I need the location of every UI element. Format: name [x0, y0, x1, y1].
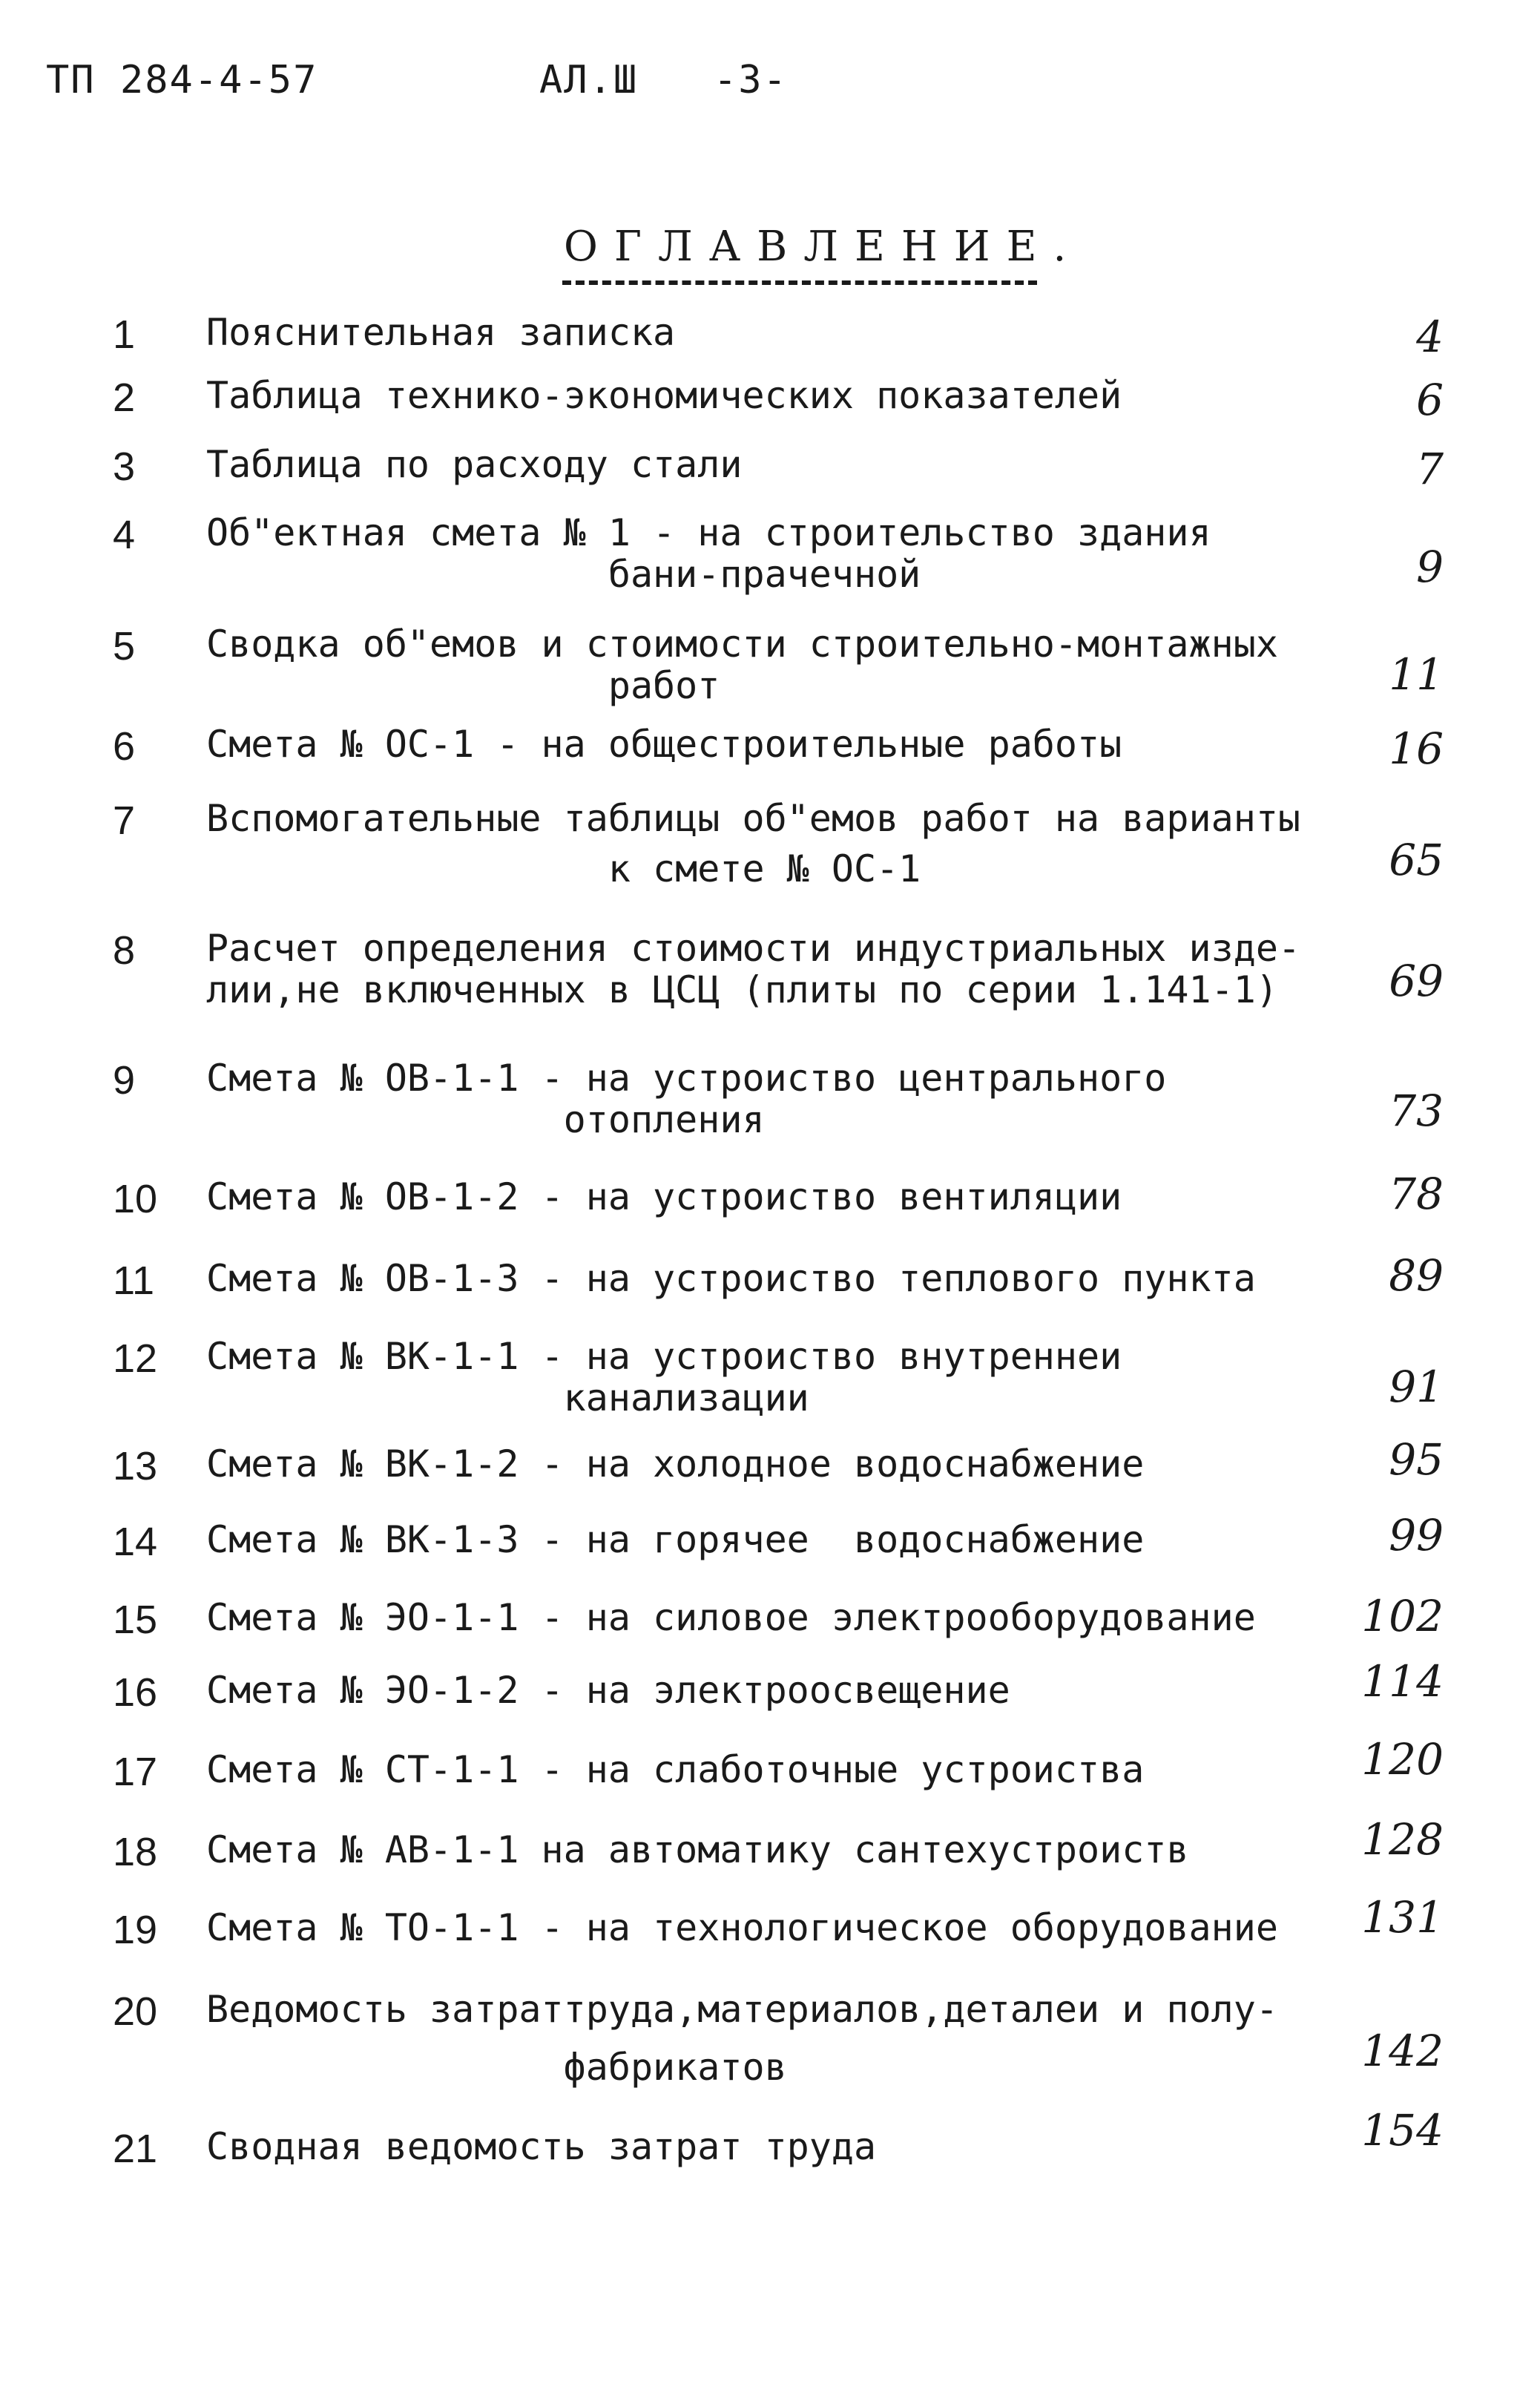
entry-number: 13 [113, 1444, 158, 1488]
entry-page: 11 [1389, 649, 1444, 700]
entry-page: 69 [1389, 956, 1444, 1006]
entry-number: 17 [113, 1750, 158, 1794]
entry-page: 120 [1361, 1734, 1444, 1785]
entry-title: Пояснительная записка [206, 311, 676, 354]
entry-number: 19 [113, 1908, 158, 1952]
entry-title: Смета № ОВ-1-1 - на устроиство центрального отопления [206, 1057, 1167, 1141]
entry-page: 4 [1416, 312, 1444, 362]
entry-number: 16 [113, 1670, 158, 1715]
page-number: -3- [714, 58, 788, 102]
entry-number: 8 [113, 928, 136, 973]
entry-number: 11 [113, 1258, 155, 1303]
entry-number: 4 [113, 513, 136, 557]
entry-title: Расчет определения стоимости индустриальных изде- лии,не включенных в ЦСЦ (плиты по серии 1.141-1) [206, 927, 1301, 1011]
entry-title: Об"ектная смета № 1 - на строительство здания бани-прачечной [206, 511, 1211, 596]
entry-page: 128 [1361, 1814, 1444, 1865]
album-number: АЛ.Ш [539, 58, 639, 102]
entry-page: 154 [1361, 2105, 1444, 2156]
entry-title: Вспомогательные таблицы об"емов работ на варианты к смете № ОС-1 [206, 797, 1301, 890]
entry-title: Смета № ТО-1-1 - на технологическое оборудование [206, 1906, 1278, 1949]
entry-number: 12 [113, 1336, 158, 1381]
entry-page: 9 [1416, 542, 1444, 592]
entry-title: Смета № СТ-1-1 - на слаботочные устроиства [206, 1748, 1145, 1791]
entry-title: Смета № ВК-1-3 - на горячее водоснабжение [206, 1518, 1145, 1561]
entry-page: 91 [1389, 1362, 1444, 1412]
entry-number: 1 [113, 312, 136, 357]
entry-title: Смета № ВК-1-2 - на холодное водоснабжение [206, 1442, 1145, 1485]
entry-title: Сводка об"емов и стоимости строительно-монтажных работ [206, 623, 1278, 707]
entry-title: Смета № ЭО-1-2 - на электроосвещение [206, 1669, 1010, 1712]
entry-number: 7 [113, 798, 136, 843]
entry-number: 5 [113, 624, 136, 669]
entry-page: 142 [1361, 2026, 1444, 2076]
entry-title: Ведомость затраттруда,материалов,деталеи и полу- фабрикатов [206, 1988, 1278, 2089]
entry-page: 73 [1389, 1086, 1444, 1136]
entry-title: Смета № ОВ-1-3 - на устроиство теплового пункта [206, 1257, 1256, 1300]
entry-number: 15 [113, 1598, 158, 1642]
entry-page: 65 [1389, 835, 1444, 885]
entry-title: Сводная ведомость затрат труда [206, 2125, 877, 2168]
entry-title: Смета № АВ-1-1 на автоматику сантехустроиств [206, 1828, 1189, 1871]
entry-number: 6 [113, 724, 136, 769]
page-title: ОГЛАВЛЕНИЕ. [564, 223, 1083, 271]
entry-page: 6 [1416, 375, 1444, 425]
entry-number: 3 [113, 444, 136, 489]
entry-title: Смета № ЭО-1-1 - на силовое электрооборудование [206, 1596, 1256, 1639]
entry-page: 99 [1389, 1510, 1444, 1560]
entry-title: Смета № ОС-1 - на общестроительные работы [206, 723, 1122, 766]
entry-number: 21 [113, 2127, 158, 2171]
entry-title: Таблица по расходу стали [206, 443, 743, 486]
entry-number: 2 [113, 375, 136, 420]
entry-page: 131 [1361, 1892, 1444, 1943]
entry-page: 16 [1389, 723, 1444, 774]
entry-title: Смета № ВК-1-1 - на устроиство внутреннеи канализации [206, 1335, 1122, 1419]
entry-number: 20 [113, 1989, 158, 2034]
entry-number: 14 [113, 1520, 158, 1564]
entry-page: 7 [1416, 444, 1444, 494]
entry-title: Смета № ОВ-1-2 - на устроиство вентиляции [206, 1175, 1122, 1218]
entry-number: 9 [113, 1058, 136, 1103]
entry-page: 102 [1361, 1591, 1444, 1641]
entry-page: 114 [1361, 1656, 1444, 1707]
entry-title: Таблица технико-экономических показателей [206, 374, 1122, 417]
entry-number: 18 [113, 1830, 158, 1874]
entry-number: 10 [113, 1177, 158, 1221]
entry-page: 95 [1389, 1434, 1444, 1485]
entry-page: 89 [1389, 1250, 1444, 1301]
entry-page: 78 [1389, 1169, 1444, 1219]
document-code: ТП 284-4-57 [46, 58, 318, 102]
